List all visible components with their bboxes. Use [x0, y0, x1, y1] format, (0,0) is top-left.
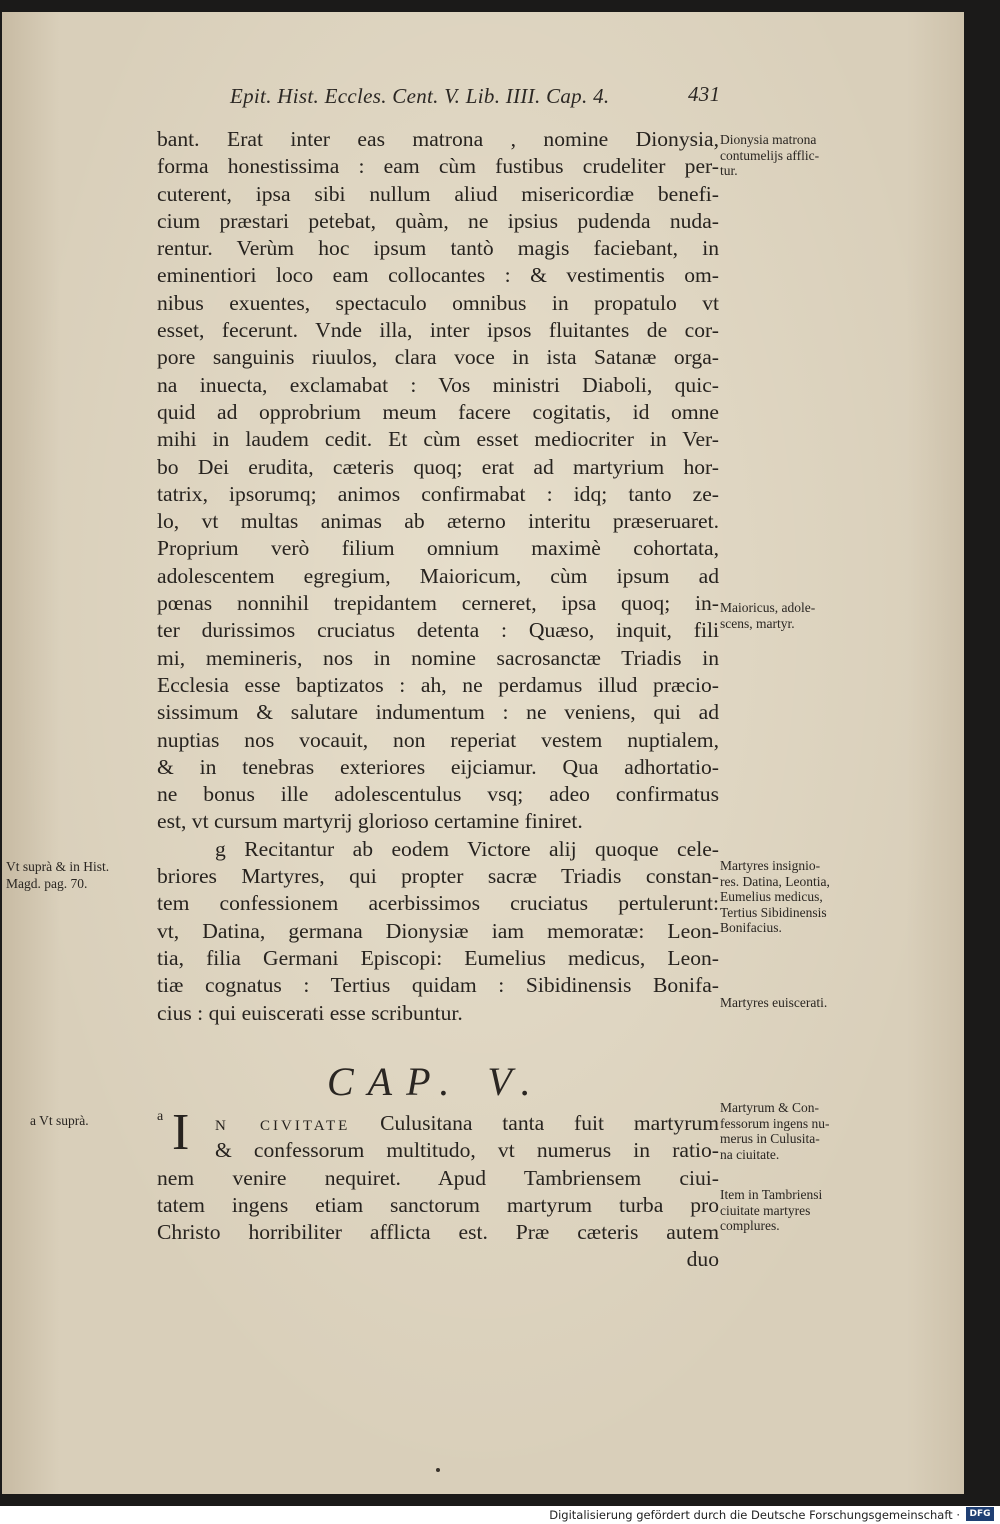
- text-line: forma honestissima : eam cùm fustibus crudeliter per-: [157, 154, 719, 179]
- text-line: sissimum & salutare indumentum : ne veniens, qui ad: [157, 700, 719, 725]
- margin-note-line: Item in Tambriensi: [720, 1187, 823, 1202]
- margin-note-line: Bonifacius.: [720, 920, 782, 935]
- margin-note: [30, 1112, 175, 1129]
- text-line: vt, Datina, germana Dionysiæ iam memoratæ: Leon-: [157, 918, 719, 943]
- text-line-rest: Culusitana tanta fuit martyrum: [380, 1111, 719, 1135]
- text-line: lo, vt multas animas ab æterno interitu præseruaret.: [157, 509, 719, 534]
- text-line: mi, memineris, nos in nomine sacrosanctæ Triadis in: [157, 645, 719, 670]
- text-line: nem venire nequiret. Apud Tambriensem ciui-: [157, 1165, 719, 1190]
- text-line: mihi in laudem cedit. Et cùm esset mediocriter in Ver-: [157, 427, 719, 452]
- margin-note-line: Martyres insignio-: [720, 858, 821, 873]
- running-header: [230, 84, 720, 109]
- text-line: Christo horribiliter afflicta est. Præ cæteris autem: [157, 1220, 719, 1245]
- margin-note-line: contumelijs afflic-: [720, 147, 820, 163]
- book-page: [2, 12, 964, 1494]
- margin-note: [720, 1100, 890, 1162]
- text-line: rentur. Verùm hoc ipsum tantò magis faciebant, in: [157, 236, 719, 261]
- running-title: Epit. Hist. Eccles. Cent. V. Lib. IIII. Cap. 4.: [230, 84, 610, 108]
- margin-note-line: ciuitate martyres: [720, 1202, 811, 1218]
- margin-note-line: scens, martyr.: [720, 615, 795, 631]
- margin-note-line: Martyrum & Con-: [720, 1100, 819, 1115]
- margin-note-line: Maioricus, adole-: [720, 600, 816, 615]
- margin-note-line: a Vt suprà.: [30, 1113, 89, 1128]
- margin-note-line: Eumelius medicus,: [720, 889, 823, 904]
- footnote-marker: a: [157, 1109, 164, 1124]
- text-line: & in tenebras exteriores eijciamur. Qua adhortatio-: [157, 754, 719, 779]
- text-line: Proprium verò filium omnium maximè cohortata,: [157, 536, 719, 561]
- drop-cap: I: [172, 1104, 190, 1161]
- margin-note-line: Dionysia matrona: [720, 132, 817, 147]
- text-line: tatem ingens etiam sanctorum martyrum turba pro: [157, 1192, 719, 1217]
- chapter-text-block: [157, 1110, 719, 1274]
- text-line: ne bonus ille adolescentulus vsq; adeo confirmatus: [157, 782, 719, 807]
- dfg-logo-icon: DFG: [966, 1507, 994, 1521]
- text-line: briores Martyres, qui propter sacræ Triadis constan-: [157, 864, 719, 889]
- margin-note: [6, 858, 151, 892]
- text-line: tem confessionem acerbissimos cruciatus pertulerunt:: [157, 891, 719, 916]
- text-line: pœnas nonnihil trepidantem cerneret, ipsa quoq; in-: [157, 591, 719, 616]
- main-text-block: [157, 126, 719, 1027]
- margin-note: [720, 1187, 890, 1234]
- text-line: g Recitantur ab eodem Victore alij quoque cele-: [215, 836, 719, 861]
- margin-note-line: res. Datina, Leontia,: [720, 873, 830, 889]
- text-line: nibus exuentes, spectaculo omnibus in propatulo vt: [157, 290, 719, 315]
- digitization-footer: [0, 1506, 1000, 1524]
- margin-note: [720, 132, 890, 179]
- margin-note-line: Magd. pag. 70.: [6, 876, 88, 891]
- margin-note-line: fessorum ingens nu-: [720, 1115, 830, 1131]
- text-line: & confessorum multitudo, vt numerus in ratio-: [215, 1138, 719, 1163]
- margin-note-line: Martyres euiscerati.: [720, 995, 828, 1010]
- margin-note-line: tur.: [720, 163, 738, 178]
- margin-note: [720, 995, 890, 1011]
- text-line: bant. Erat inter eas matrona , nomine Dionysia,: [157, 127, 719, 151]
- text-line: cius : qui euiscerati esse scribuntur.: [157, 1000, 463, 1025]
- ink-speck: [436, 1468, 440, 1472]
- text-line: cuterent, ipsa sibi nullum aliud misericordiæ benefi-: [157, 181, 719, 206]
- small-caps-opening: N CIVITATE: [215, 1118, 351, 1134]
- footer-credit: Digitalisierung gefördert durch die Deutsche Forschungsgemeinschaft ·: [549, 1508, 960, 1522]
- margin-note-line: merus in Culusita-: [720, 1131, 820, 1146]
- catchword: duo: [686, 1247, 719, 1272]
- text-line: bo Dei erudita, cæteris quoq; erat ad martyrium hor-: [157, 454, 719, 479]
- text-line: [157, 1110, 719, 1137]
- margin-note-line: Tertius Sibidinensis: [720, 904, 827, 920]
- text-line: cium præstari petebat, quàm, ne ipsius pudenda nuda-: [157, 208, 719, 233]
- text-line: tiæ cognatus : Tertius quidam : Sibidinensis Bonifa-: [157, 973, 719, 998]
- margin-note: [720, 858, 890, 936]
- text-line: ter durissimos cruciatus detenta : Quæso, inquit, fili: [157, 618, 719, 643]
- text-line: eminentiori loco eam collocantes : & vestimentis om-: [157, 263, 719, 288]
- text-line: quid ad opprobrium meum facere cogitatis, id omne: [157, 399, 719, 424]
- text-line: na inuecta, exclamabat : Vos ministri Diaboli, quic-: [157, 372, 719, 397]
- text-line: tia, filia Germani Episcopi: Eumelius medicus, Leon-: [157, 945, 719, 970]
- text-line: tatrix, ipsorumq; animos confirmabat : idq; tanto ze-: [157, 481, 719, 506]
- margin-note-line: na ciuitate.: [720, 1146, 780, 1162]
- margin-note: [720, 600, 890, 631]
- page-number: 431: [688, 82, 721, 106]
- text-line: adolescentem egregium, Maioricum, cùm ipsum ad: [157, 563, 719, 588]
- chapter-heading: CAP. V.: [327, 1059, 545, 1104]
- margin-note-line: Vt suprà & in Hist.: [6, 859, 110, 874]
- text-line: Ecclesia esse baptizatos : ah, ne perdamus illud præcio-: [157, 672, 719, 697]
- text-line: est, vt cursum martyrij glorioso certamine finiret.: [157, 809, 583, 834]
- text-line: esset, fecerunt. Vnde illa, inter ipsos fluitantes de cor-: [157, 318, 719, 343]
- text-line: nuptias nos vocauit, non reperiat vestem nuptialem,: [157, 727, 719, 752]
- margin-note-line: complures.: [720, 1218, 780, 1233]
- text-line: pore sanguinis riuulos, clara voce in ista Satanæ orga-: [157, 345, 719, 370]
